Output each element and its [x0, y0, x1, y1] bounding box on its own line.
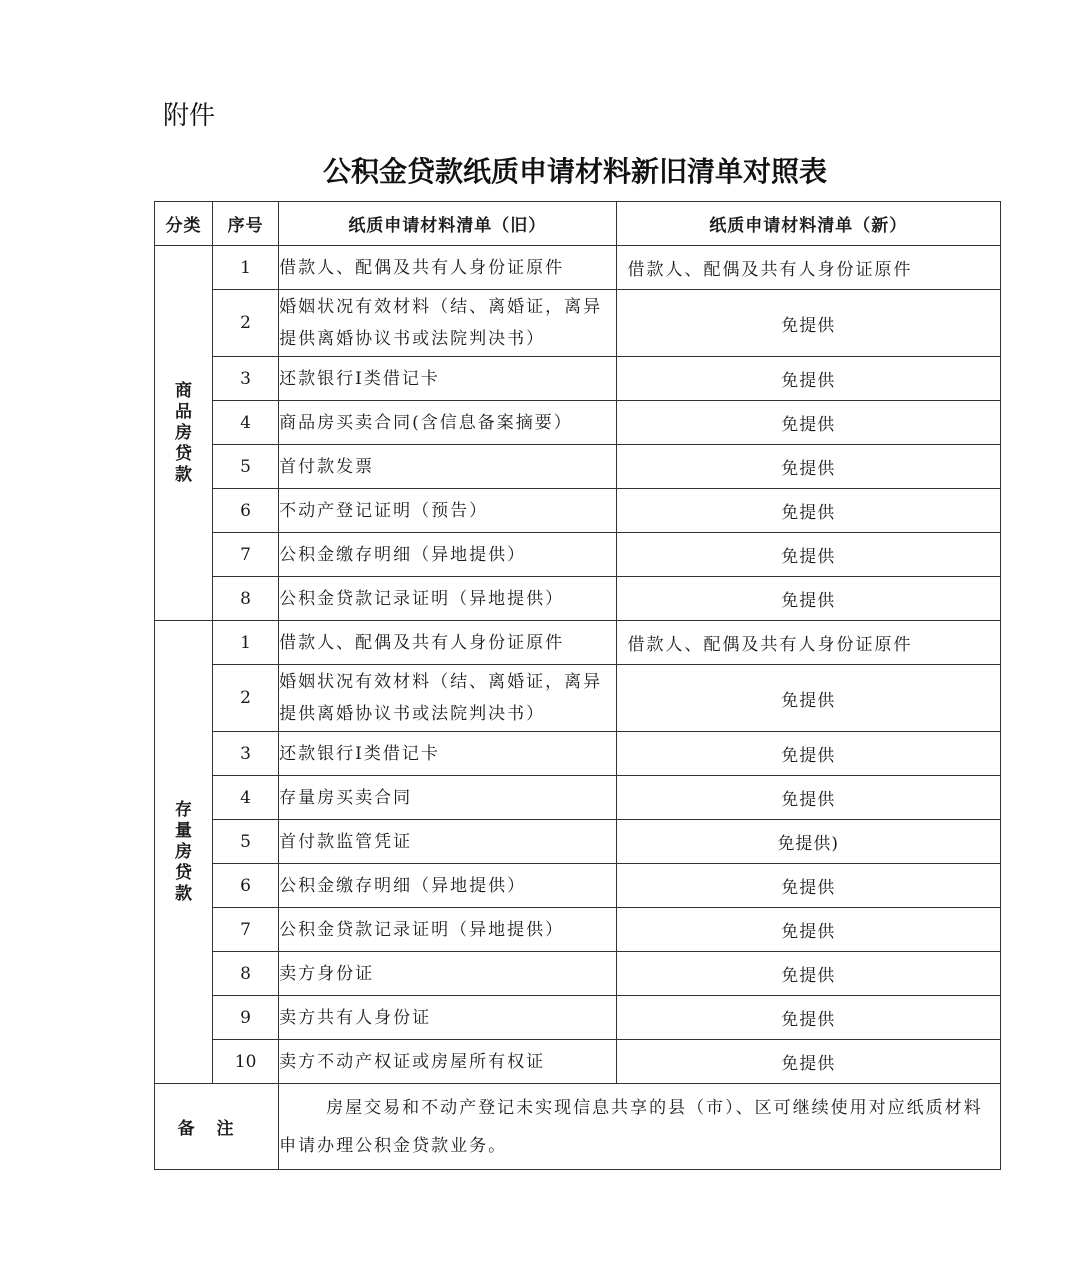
table-row [155, 621, 1001, 665]
old-material: 存量房买卖合同 [279, 776, 616, 820]
header-category: 分类 [155, 202, 213, 246]
table-row [155, 290, 1001, 357]
new-material: 借款人、配偶及共有人身份证原件 [616, 246, 1000, 290]
attachment-label: 附件 [163, 101, 216, 131]
table-row [155, 577, 1001, 621]
table-row [155, 732, 1001, 776]
header-new-list: 纸质申请材料清单（新） [616, 202, 1000, 246]
row-number: 8 [213, 577, 279, 621]
header-old-list: 纸质申请材料清单（旧） [279, 202, 616, 246]
old-material: 公积金贷款记录证明（异地提供） [279, 577, 616, 621]
old-material: 还款银行Ⅰ类借记卡 [279, 357, 616, 401]
note-text: 房屋交易和不动产登记未实现信息共享的县（市）、区可继续使用对应纸质材料申请办理公积金贷款业务。 [279, 1084, 1001, 1170]
old-material: 不动产登记证明（预告） [279, 489, 616, 533]
old-material: 卖方不动产权证或房屋所有权证 [279, 1040, 616, 1084]
note-row [155, 1084, 1001, 1170]
new-material: 免提供 [616, 401, 1000, 445]
table-row [155, 864, 1001, 908]
old-material: 还款银行Ⅰ类借记卡 [279, 732, 616, 776]
new-material: 免提供 [616, 533, 1000, 577]
row-number: 4 [213, 776, 279, 820]
row-number: 5 [213, 820, 279, 864]
new-material: 免提供 [616, 665, 1000, 732]
table-row [155, 533, 1001, 577]
row-number: 1 [213, 246, 279, 290]
table-row [155, 665, 1001, 732]
category-label: 商品房贷款 [175, 380, 193, 485]
old-material: 公积金贷款记录证明（异地提供） [279, 908, 616, 952]
row-number: 9 [213, 996, 279, 1040]
table-row [155, 445, 1001, 489]
comparison-table [154, 201, 1001, 1170]
document-title: 公积金贷款纸质申请材料新旧清单对照表 [322, 155, 827, 188]
row-number: 6 [213, 489, 279, 533]
old-material: 公积金缴存明细（异地提供） [279, 864, 616, 908]
table-row [155, 952, 1001, 996]
old-material: 借款人、配偶及共有人身份证原件 [279, 621, 616, 665]
old-material: 卖方共有人身份证 [279, 996, 616, 1040]
old-material: 公积金缴存明细（异地提供） [279, 533, 616, 577]
old-material: 首付款监管凭证 [279, 820, 616, 864]
new-material: 免提供 [616, 732, 1000, 776]
row-number: 2 [213, 665, 279, 732]
table-row [155, 357, 1001, 401]
new-material: 免提供 [616, 357, 1000, 401]
new-material: 免提供) [616, 820, 1000, 864]
new-material: 免提供 [616, 952, 1000, 996]
row-number: 3 [213, 732, 279, 776]
row-number: 8 [213, 952, 279, 996]
row-number: 2 [213, 290, 279, 357]
new-material: 免提供 [616, 908, 1000, 952]
new-material: 免提供 [616, 864, 1000, 908]
row-number: 6 [213, 864, 279, 908]
row-number: 4 [213, 401, 279, 445]
new-material: 免提供 [616, 489, 1000, 533]
new-material: 免提供 [616, 776, 1000, 820]
table-row [155, 401, 1001, 445]
old-material: 借款人、配偶及共有人身份证原件 [279, 246, 616, 290]
new-material: 借款人、配偶及共有人身份证原件 [616, 621, 1000, 665]
note-label: 备注 [155, 1084, 279, 1170]
table-row [155, 1040, 1001, 1084]
new-material: 免提供 [616, 445, 1000, 489]
old-material: 商品房买卖合同(含信息备案摘要） [279, 401, 616, 445]
new-material: 免提供 [616, 1040, 1000, 1084]
category-cell [155, 621, 213, 1084]
category-cell [155, 246, 213, 621]
new-material: 免提供 [616, 996, 1000, 1040]
table-row [155, 908, 1001, 952]
table-header-row [155, 202, 1001, 246]
table-row [155, 996, 1001, 1040]
old-material: 卖方身份证 [279, 952, 616, 996]
table-row [155, 776, 1001, 820]
old-material: 婚姻状况有效材料（结、离婚证，离异提供离婚协议书或法院判决书） [279, 665, 616, 732]
header-number: 序号 [213, 202, 279, 246]
old-material: 首付款发票 [279, 445, 616, 489]
row-number: 3 [213, 357, 279, 401]
row-number: 7 [213, 533, 279, 577]
row-number: 5 [213, 445, 279, 489]
table-row [155, 820, 1001, 864]
row-number: 10 [213, 1040, 279, 1084]
old-material: 婚姻状况有效材料（结、离婚证，离异提供离婚协议书或法院判决书） [279, 290, 616, 357]
table-row [155, 246, 1001, 290]
new-material: 免提供 [616, 577, 1000, 621]
table-row [155, 489, 1001, 533]
new-material: 免提供 [616, 290, 1000, 357]
row-number: 7 [213, 908, 279, 952]
category-label: 存量房贷款 [175, 799, 193, 904]
row-number: 1 [213, 621, 279, 665]
